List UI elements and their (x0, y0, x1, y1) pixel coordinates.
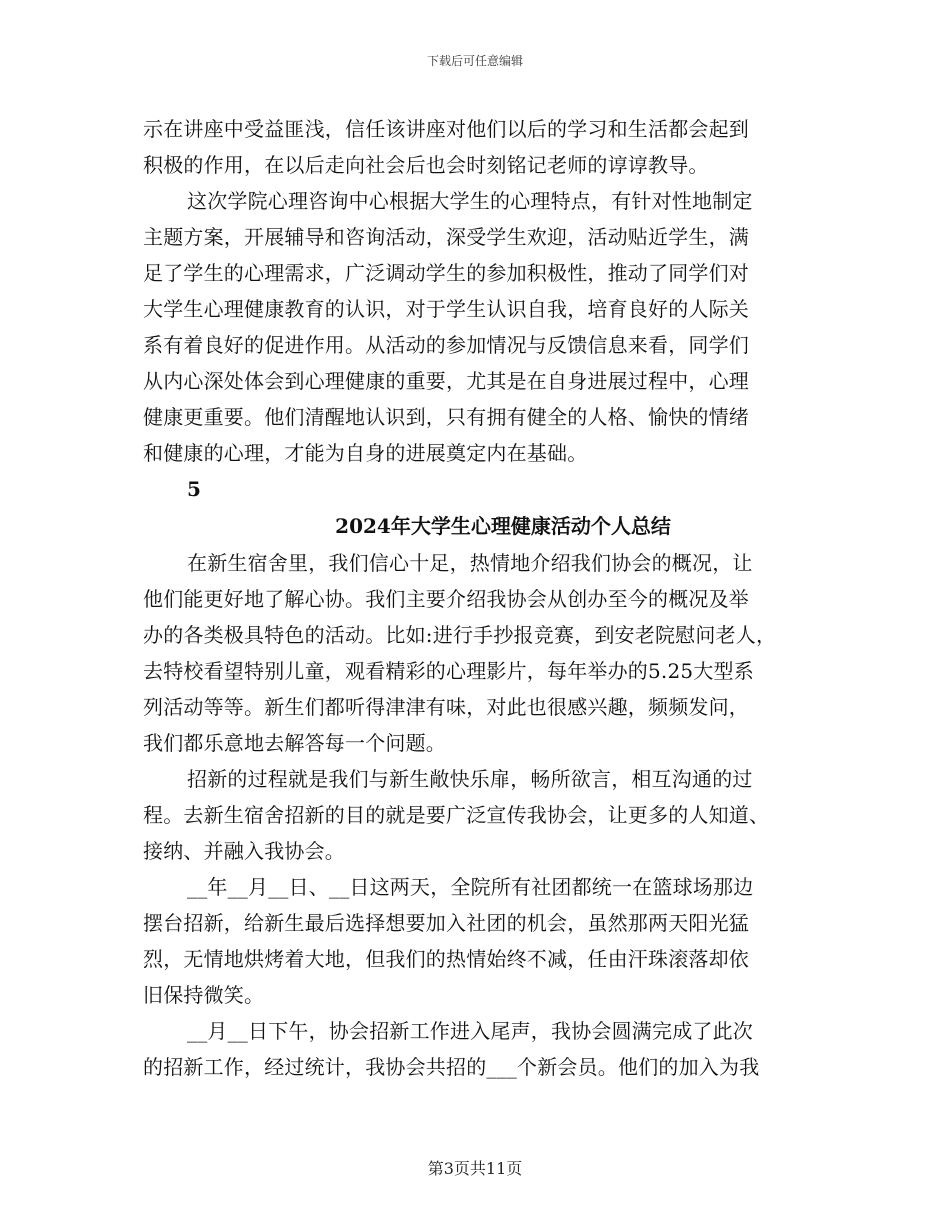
paragraph-block-1 (143, 111, 823, 471)
text-line: 列活动等等。新生们都听得津津有味，对此也很感兴趣，频频发问， (143, 695, 749, 719)
text-line: 和健康的心理，才能为自身的进展奠定内在基础。 (143, 441, 588, 465)
section-title: 2024年大学生心理健康活动个人总结 (335, 514, 671, 538)
text-line: 积极的作用，在以后走向社会后也会时刻铭记老师的谆谆教导。 (143, 153, 709, 177)
text-line: 系有着良好的促进作用。从活动的参加情况与反馈信息来看，同学们 (143, 333, 749, 357)
text-line: 招新的过程就是我们与新生敞快乐扉，畅所欲言，相互沟通的过 (187, 767, 753, 791)
text-line: 程。去新生宿舍招新的目的就是要广泛宣传我协会，让更多的人知道、 (143, 803, 770, 827)
section-number: 5 (187, 477, 201, 501)
text-line: 烈，无情地烘烤着大地，但我们的热情始终不减，任由汗珠滚落却依 (143, 947, 749, 971)
text-line: 的招新工作，经过统计，我协会共招的___个新会员。他们的加入为我 (143, 1055, 760, 1079)
text-line: 足了学生的心理需求，广泛调动学生的参加积极性，推动了同学们对 (143, 261, 749, 285)
document-body (143, 111, 823, 1085)
text-line: 旧保持微笑。 (143, 983, 265, 1007)
text-line: 这次学院心理咨询中心根据大学生的心理特点，有针对性地制定 (187, 189, 753, 213)
text-line: 办的各类极具特色的活动。比如:进行手抄报竞赛，到安老院慰问老人， (143, 623, 777, 647)
text-line: 示在讲座中受益匪浅，信任该讲座对他们以后的学习和生活都会起到 (143, 117, 749, 141)
text-line: 在新生宿舍里，我们信心十足，热情地介绍我们协会的概况，让 (187, 551, 753, 575)
text-line: 主题方案，开展辅导和咨询活动，深受学生欢迎，活动贴近学生，满 (143, 225, 749, 249)
paragraph-block-2 (143, 545, 823, 1085)
text-line: 健康更重要。他们清醒地认识到，只有拥有健全的人格、愉快的情绪 (143, 405, 749, 429)
text-line: 大学生心理健康教育的认识，对于学生认识自我，培育良好的人际关 (143, 297, 749, 321)
text-line: __年__月__日、__日这两天，全院所有社团都统一在篮球场那边 (187, 875, 754, 899)
text-line: 接纳、并融入我协会。 (143, 839, 345, 863)
page-footer: 第3页共11页 (427, 1159, 523, 1178)
text-line: 他们能更好地了解心协。我们主要介绍我协会从创办至今的概况及举 (143, 587, 749, 611)
text-line: __月__日下午，协会招新工作进入尾声，我协会圆满完成了此次 (187, 1019, 753, 1043)
text-line: 摆台招新，给新生最后选择想要加入社团的机会，虽然那两天阳光猛 (143, 911, 749, 935)
text-line: 去特校看望特别儿童，观看精彩的心理影片，每年举办的5.25大型系 (143, 659, 754, 683)
header-note: 下载后可任意编辑 (426, 54, 523, 68)
text-line: 从内心深处体会到心理健康的重要，尤其是在自身进展过程中，心理 (143, 369, 749, 393)
text-line: 我们都乐意地去解答每一个问题。 (143, 731, 446, 755)
